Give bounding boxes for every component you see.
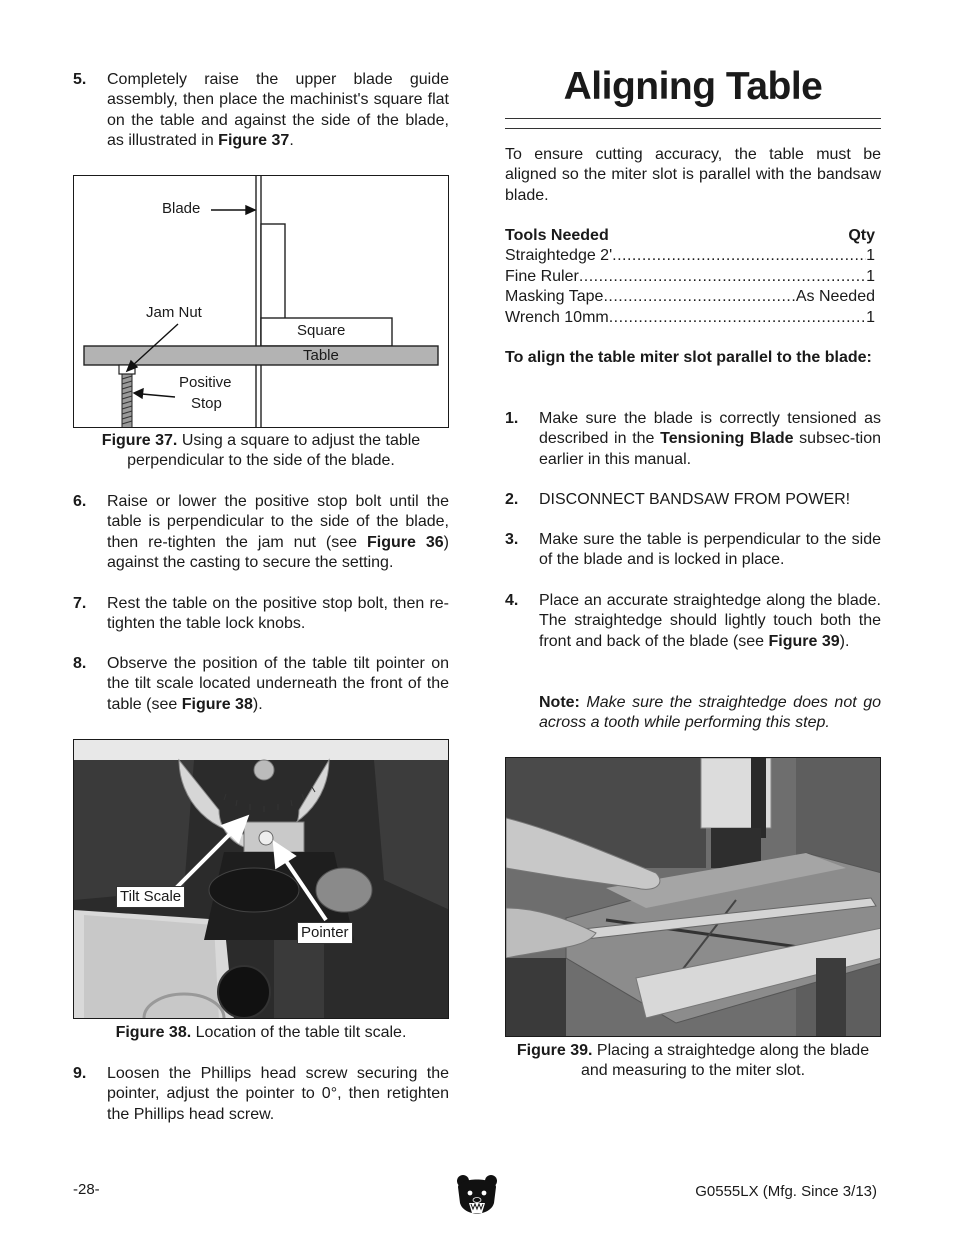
label-pointer: Pointer (297, 922, 353, 944)
step-6 (73, 492, 449, 573)
step-9 (73, 1064, 449, 1125)
figure-39-photo (505, 757, 881, 1037)
tool-row: Masking Tape ..... As Needed (505, 287, 875, 307)
page-number: -28- (73, 1181, 100, 1198)
step-number: 2. (505, 491, 519, 508)
title-rule-top (505, 118, 881, 119)
step-text: Make sure the blade is correctly tensioned as described in the Tensioning Blade subsec-tion earlier in this manual. (539, 410, 881, 468)
section-title: Aligning Table (563, 65, 823, 108)
label-jam-nut: Jam Nut (146, 304, 202, 321)
figure-reference: Figure 37 (218, 131, 290, 149)
section-reference: Tensioning Blade (660, 430, 794, 448)
label-positive: Positive (179, 374, 232, 391)
tool-row: Fine Ruler ..... 1 (505, 267, 875, 287)
step-number: 4. (505, 592, 519, 609)
figure-37-diagram (73, 175, 449, 428)
step-number: 3. (505, 531, 519, 548)
step-text: Place an accurate straightedge along the blade. The straightedge should lightly touch both the front and back of the blade (see Figure 39). (539, 592, 881, 650)
step-number: 5. (73, 71, 87, 88)
tool-row: Wrench 10mm ..... 1 (505, 308, 875, 328)
step-4 (505, 591, 881, 652)
bear-logo-icon (454, 1173, 500, 1223)
step-text: Observe the position of the table tilt pointer on the tilt scale located underneath the front of the table (see Figure 38). (107, 655, 449, 713)
step-8 (73, 654, 449, 715)
step-3 (505, 530, 881, 571)
step-text: DISCONNECT BANDSAW FROM POWER! (539, 491, 851, 508)
step-number: 9. (73, 1065, 87, 1082)
label-square: Square (297, 322, 346, 339)
figure-39-caption: Figure 39. Placing a straightedge along the blade and measuring to the miter slot. (516, 1042, 870, 1080)
figure-37-caption: Figure 37. Using a square to adjust the table perpendicular to the side of the blade. (101, 432, 421, 470)
step-text: Completely raise the upper blade guide assembly, then place the machinist's square flat on the table and against the side of the blade, as illustrated in Figure 37. (107, 71, 449, 149)
figure-reference: Figure 36 (367, 533, 444, 551)
label-stop: Stop (191, 395, 222, 412)
title-rule-bottom (505, 128, 881, 129)
label-tilt-scale: Tilt Scale (116, 886, 185, 908)
figure-38-photo (73, 739, 449, 1019)
note-label: Note: (539, 694, 580, 711)
procedure-heading: To align the table miter slot parallel to the blade: (505, 349, 872, 366)
tool-row: Straightedge 2' ..... 1 (505, 246, 875, 266)
step-1 (505, 409, 881, 470)
model-number: G0555LX (Mfg. Since 3/13) (695, 1183, 877, 1200)
step-number: 6. (73, 493, 87, 510)
step-text: Rest the table on the positive stop bolt, then re-tighten the table lock knobs. (107, 595, 449, 633)
step-5 (73, 70, 449, 151)
figure-reference: Figure 38 (181, 695, 253, 713)
tools-header: Tools Needed Qty (505, 227, 875, 244)
step-text: Make sure the table is perpendicular to the side of the blade and is locked in place. (539, 531, 881, 569)
intro-paragraph: To ensure cutting accuracy, the table must be aligned so the miter slot is parallel with the bandsaw blade. (505, 146, 881, 204)
step-7 (73, 594, 449, 635)
label-blade: Blade (162, 200, 201, 217)
step-text: Raise or lower the positive stop bolt until the table is perpendicular to the side of the blade, then re-tighten the jam nut (see Figure 36) against the casting to secure the setting. (107, 493, 449, 571)
step-number: 7. (73, 595, 87, 612)
note (539, 693, 881, 734)
figure-38-caption: Figure 38. Location of the table tilt scale. (115, 1024, 407, 1041)
step-2 (505, 490, 881, 510)
step-number: 8. (73, 655, 87, 672)
label-table: Table (303, 347, 339, 364)
step-number: 1. (505, 410, 519, 427)
note-text: Make sure the straightedge does not go across a tooth while performing this step. (539, 694, 881, 732)
figure-reference: Figure 39 (768, 632, 840, 650)
step-text: Loosen the Phillips head screw securing the pointer, adjust the pointer to 0°, then retighten the Phillips head screw. (107, 1065, 449, 1123)
